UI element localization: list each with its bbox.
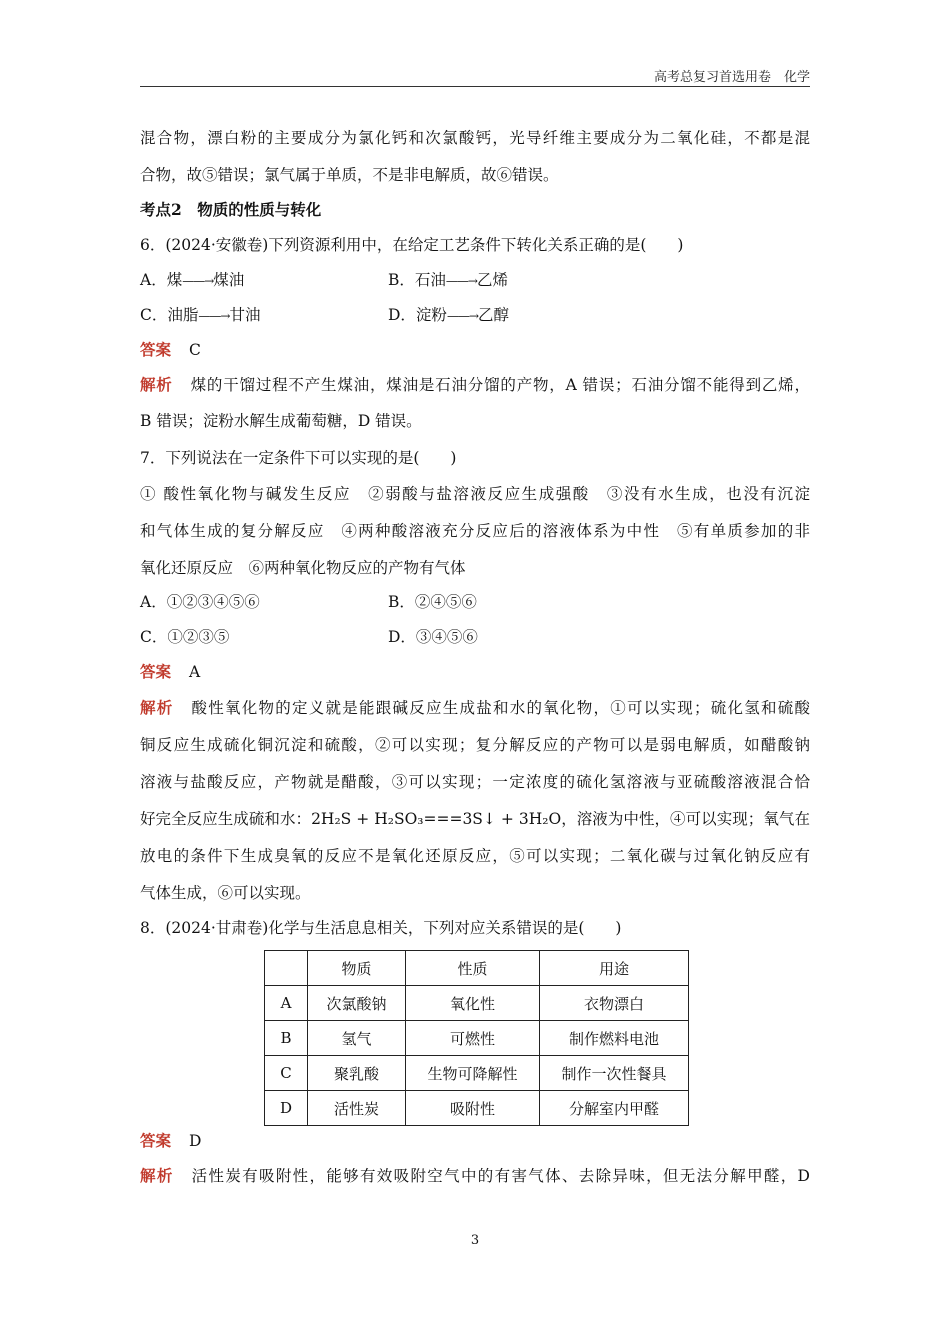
table-header-cell: 用途	[540, 951, 689, 986]
paragraph-line: 铜反应生成硫化铜沉淀和硫酸，②可以实现；复分解反应的产物可以是弱电解质，如醋酸钠	[140, 736, 810, 754]
table-cell: 吸附性	[406, 1091, 540, 1126]
table-header-row	[265, 951, 689, 986]
q6-option-a: A．煤——→煤油	[140, 271, 245, 289]
table-cell: 次氯酸钠	[308, 986, 406, 1021]
table-cell: B	[265, 1021, 308, 1056]
header-rule	[140, 86, 810, 87]
q7-option-a: A．①②③④⑤⑥	[140, 593, 260, 611]
answer-label: 答案	[140, 1131, 172, 1150]
q7-option-c: C．①②③⑤	[140, 628, 230, 646]
table-row	[265, 986, 689, 1021]
question-8-stem: 8．(2024·甘肃卷)化学与生活息息相关，下列对应关系错误的是( )	[140, 919, 622, 937]
question-6-stem: 6．(2024·安徽卷)下列资源利用中，在给定工艺条件下转化关系正确的是( )	[140, 236, 684, 254]
q7-option-b: B．②④⑤⑥	[388, 593, 477, 611]
analysis-label: 解析	[140, 698, 174, 717]
paragraph-line: 放电的条件下生成臭氧的反应不是氧化还原反应，⑤可以实现；二氧化碳与过氧化钠反应有	[140, 847, 810, 865]
paragraph-line: 好完全反应生成硫和水：2H₂S + H₂SO₃===3S↓ + 3H₂O，溶液为中性，④可以实现；氧气在	[140, 810, 810, 828]
table-cell: D	[265, 1091, 308, 1126]
paragraph-line: 气体生成，⑥可以实现。	[140, 884, 311, 902]
q6-options-row-2	[140, 305, 810, 326]
q7-statement-line: 和气体生成的复分解反应 ④两种酸溶液充分反应后的溶液体系为中性 ⑤有单质参加的非	[140, 522, 810, 540]
table-header-cell	[265, 951, 308, 986]
section-title: 考点2 物质的性质与转化	[140, 200, 322, 219]
paragraph-line: 合物，故⑤错误；氯气属于单质，不是非电解质，故⑥错误。	[140, 166, 559, 184]
q7-options-row-1	[140, 592, 810, 612]
analysis-label: 解析	[140, 375, 173, 394]
table-cell: 制作燃料电池	[540, 1021, 689, 1056]
paragraph-line: B 错误；淀粉水解生成葡萄糖，D 错误。	[140, 412, 422, 430]
table-cell: 生物可降解性	[406, 1056, 540, 1091]
q6-options-row-1	[140, 270, 810, 291]
table-cell: 活性炭	[308, 1091, 406, 1126]
table-row	[265, 1091, 689, 1126]
table-cell: C	[265, 1056, 308, 1091]
q7-statement-line: 氧化还原反应 ⑥两种氧化物反应的产物有气体	[140, 559, 466, 577]
q8-answer: 答案 D	[140, 1131, 202, 1150]
q8-explanation: 解析 活性炭有吸附性，能够有效吸附空气中的有害气体、去除异味，但无法分解甲醛，D	[140, 1166, 810, 1185]
table-cell: 聚乳酸	[308, 1056, 406, 1091]
table-cell: 分解室内甲醛	[540, 1091, 689, 1126]
table-header-cell: 物质	[308, 951, 406, 986]
table-cell: 氧化性	[406, 986, 540, 1021]
question-7-stem: 7．下列说法在一定条件下可以实现的是( )	[140, 449, 457, 467]
q6-answer: 答案 C	[140, 340, 201, 359]
paragraph-line: 溶液与盐酸反应，产物就是醋酸，③可以实现；一定浓度的硫化氢溶液与亚硫酸溶液混合恰	[140, 773, 810, 791]
table-cell: 氢气	[308, 1021, 406, 1056]
page-header: 高考总复习首选用卷 化学	[653, 70, 810, 85]
q6-option-c: C．油脂——→甘油	[140, 306, 261, 324]
q6-option-b: B．石油——→乙烯	[388, 271, 508, 289]
q8-table	[264, 950, 689, 1126]
page-number: 3	[470, 1233, 480, 1248]
table-cell: 制作一次性餐具	[540, 1056, 689, 1091]
chemical-equation: 2H₂S + H₂SO₃===3S↓ + 3H₂O	[311, 810, 562, 828]
q6-option-d: D．淀粉——→乙醇	[388, 306, 510, 324]
answer-label: 答案	[140, 662, 172, 681]
answer-label: 答案	[140, 340, 172, 359]
table-header-cell: 性质	[406, 951, 540, 986]
table-row	[265, 1056, 689, 1091]
q7-statement-line: ① 酸性氧化物与碱发生反应 ②弱酸与盐溶液反应生成强酸 ③没有水生成，也没有沉淀	[140, 485, 810, 503]
table-cell: A	[265, 986, 308, 1021]
table-cell: 衣物漂白	[540, 986, 689, 1021]
q7-explanation: 解析 酸性氧化物的定义就是能跟碱反应生成盐和水的氧化物，①可以实现；硫化氢和硫酸	[140, 698, 810, 717]
analysis-label: 解析	[140, 1166, 174, 1185]
q6-explanation: 解析 煤的干馏过程不产生煤油，煤油是石油分馏的产物，A 错误；石油分馏不能得到乙烯，	[140, 375, 810, 394]
table-row	[265, 1021, 689, 1056]
q7-answer: 答案 A	[140, 662, 201, 681]
q7-options-row-2	[140, 627, 810, 647]
q7-option-d: D．③④⑤⑥	[388, 628, 478, 646]
paragraph-line: 混合物，漂白粉的主要成分为氯化钙和次氯酸钙，光导纤维主要成分为二氧化硅，不都是混	[140, 129, 810, 147]
table-cell: 可燃性	[406, 1021, 540, 1056]
